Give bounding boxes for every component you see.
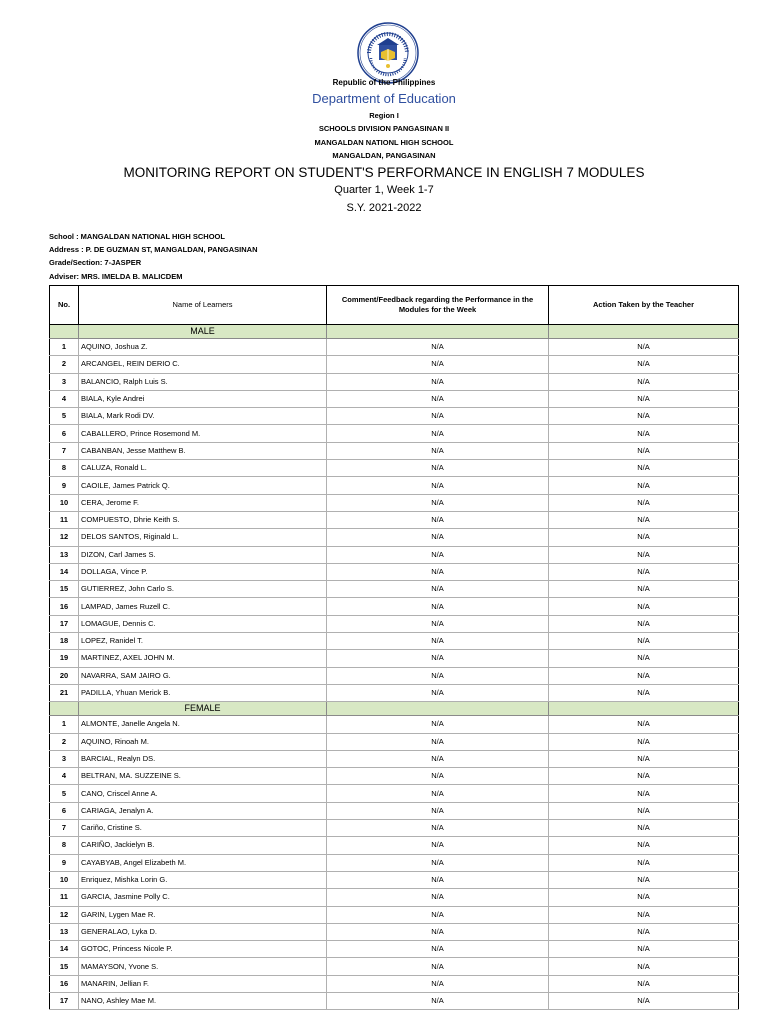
table-row <box>50 992 739 1009</box>
learner-name: Enriquez, Mishka Lorin G. <box>79 871 327 888</box>
town-line: MANGALDAN, PANGASINAN <box>332 151 436 160</box>
learner-name: AQUINO, Rinoah M. <box>79 733 327 750</box>
school-line: MANGALDAN NATIONL HIGH SCHOOL <box>314 138 454 147</box>
learner-name: DELOS SANTOS, Riginald L. <box>79 529 327 546</box>
learner-comment: N/A <box>327 733 549 750</box>
learner-number: 21 <box>50 684 79 701</box>
learner-action: N/A <box>549 684 739 701</box>
table-row <box>50 958 739 975</box>
learner-name: BIALA, Kyle Andrei <box>79 390 327 407</box>
group-header-row <box>50 702 739 716</box>
learner-name: MARTINEZ, AXEL JOHN M. <box>79 650 327 667</box>
learner-comment: N/A <box>327 684 549 701</box>
learner-number: 6 <box>50 802 79 819</box>
learner-action: N/A <box>549 871 739 888</box>
learner-action: N/A <box>549 563 739 580</box>
learner-name: GOTOC, Princess Nicole P. <box>79 941 327 958</box>
table-row <box>50 750 739 767</box>
learner-comment: N/A <box>327 581 549 598</box>
table-row <box>50 667 739 684</box>
learner-action: N/A <box>549 442 739 459</box>
learner-number: 2 <box>50 356 79 373</box>
learner-action: N/A <box>549 425 739 442</box>
learner-comment: N/A <box>327 477 549 494</box>
region-line: Region I <box>369 111 399 120</box>
learner-action: N/A <box>549 820 739 837</box>
learner-action: N/A <box>549 667 739 684</box>
learner-action: N/A <box>549 581 739 598</box>
learner-number: 12 <box>50 906 79 923</box>
learner-comment: N/A <box>327 768 549 785</box>
learner-number: 18 <box>50 633 79 650</box>
table-row <box>50 941 739 958</box>
table-row <box>50 923 739 940</box>
learner-comment: N/A <box>327 339 549 356</box>
learner-action: N/A <box>549 975 739 992</box>
learner-name: LOPEZ, Ranidel T. <box>79 633 327 650</box>
table-row <box>50 563 739 580</box>
learner-comment: N/A <box>327 442 549 459</box>
learner-comment: N/A <box>327 650 549 667</box>
learner-comment: N/A <box>327 425 549 442</box>
learner-action: N/A <box>549 941 739 958</box>
table-body <box>50 325 739 1010</box>
learner-number: 15 <box>50 958 79 975</box>
learner-name: BIALA, Mark Rodi DV. <box>79 408 327 425</box>
learner-comment: N/A <box>327 390 549 407</box>
group-spacer-cell <box>50 702 79 716</box>
learner-name: CAYABYAB, Angel Elizabeth M. <box>79 854 327 871</box>
learner-number: 17 <box>50 615 79 632</box>
quarter-line: Quarter 1, Week 1-7 <box>334 184 434 196</box>
group-spacer-cell <box>549 325 739 339</box>
table-row <box>50 408 739 425</box>
col-header-name: Name of Learners <box>79 286 327 325</box>
table-row <box>50 598 739 615</box>
learner-name: AQUINO, Joshua Z. <box>79 339 327 356</box>
table-row <box>50 633 739 650</box>
learner-number: 11 <box>50 889 79 906</box>
learner-number: 16 <box>50 975 79 992</box>
learner-number: 3 <box>50 750 79 767</box>
group-spacer-cell <box>50 325 79 339</box>
learner-name: CALUZA, Ronald L. <box>79 460 327 477</box>
learner-name: CABALLERO, Prince Rosemond M. <box>79 425 327 442</box>
learner-action: N/A <box>549 906 739 923</box>
table-row <box>50 339 739 356</box>
learner-name: DOLLAGA, Vince P. <box>79 563 327 580</box>
col-header-comment: Comment/Feedback regarding the Performance in the Modules for the Week <box>327 286 549 325</box>
table-row <box>50 442 739 459</box>
learner-comment: N/A <box>327 598 549 615</box>
learner-comment: N/A <box>327 941 549 958</box>
table-row <box>50 477 739 494</box>
learner-number: 15 <box>50 581 79 598</box>
learner-comment: N/A <box>327 716 549 733</box>
learner-action: N/A <box>549 923 739 940</box>
table-header-row <box>50 286 739 325</box>
learner-number: 4 <box>50 768 79 785</box>
group-label: MALE <box>79 325 327 339</box>
learner-action: N/A <box>549 390 739 407</box>
info-school: School : MANGALDAN NATIONAL HIGH SCHOOL <box>49 232 225 241</box>
learner-number: 8 <box>50 837 79 854</box>
table-row <box>50 906 739 923</box>
learner-comment: N/A <box>327 633 549 650</box>
learner-name: BALANCIO, Ralph Luis S. <box>79 373 327 390</box>
learner-number: 8 <box>50 460 79 477</box>
table-row <box>50 546 739 563</box>
learner-number: 12 <box>50 529 79 546</box>
learner-action: N/A <box>549 477 739 494</box>
learner-action: N/A <box>549 650 739 667</box>
learner-name: DIZON, Carl James S. <box>79 546 327 563</box>
learner-action: N/A <box>549 529 739 546</box>
learner-number: 5 <box>50 408 79 425</box>
table-row <box>50 425 739 442</box>
learner-number: 20 <box>50 667 79 684</box>
table-row <box>50 889 739 906</box>
learner-action: N/A <box>549 408 739 425</box>
group-spacer-cell <box>549 702 739 716</box>
learner-comment: N/A <box>327 529 549 546</box>
learner-name: NANO, Ashley Mae M. <box>79 992 327 1009</box>
learner-comment: N/A <box>327 750 549 767</box>
learner-comment: N/A <box>327 546 549 563</box>
table-row <box>50 837 739 854</box>
group-label: FEMALE <box>79 702 327 716</box>
learner-action: N/A <box>549 511 739 528</box>
learner-comment: N/A <box>327 871 549 888</box>
table-row <box>50 615 739 632</box>
learner-comment: N/A <box>327 511 549 528</box>
report-title: MONITORING REPORT ON STUDENT'S PERFORMANCE IN ENGLISH 7 MODULES <box>123 165 645 180</box>
division-line: SCHOOLS DIVISION PANGASINAN II <box>318 124 450 133</box>
table-row <box>50 802 739 819</box>
learner-action: N/A <box>549 615 739 632</box>
learners-table <box>49 285 739 1010</box>
table-row <box>50 460 739 477</box>
learner-number: 11 <box>50 511 79 528</box>
learner-comment: N/A <box>327 802 549 819</box>
learner-number: 6 <box>50 425 79 442</box>
group-spacer-cell <box>327 325 549 339</box>
learner-comment: N/A <box>327 837 549 854</box>
table-row <box>50 684 739 701</box>
learner-action: N/A <box>549 768 739 785</box>
learner-action: N/A <box>549 889 739 906</box>
learner-name: GUTIERREZ, John Carlo S. <box>79 581 327 598</box>
learner-number: 1 <box>50 339 79 356</box>
learner-action: N/A <box>549 633 739 650</box>
table-row <box>50 975 739 992</box>
learner-action: N/A <box>549 958 739 975</box>
learner-name: MAMAYSON, Yvone S. <box>79 958 327 975</box>
learner-number: 10 <box>50 871 79 888</box>
learner-comment: N/A <box>327 958 549 975</box>
learner-action: N/A <box>549 339 739 356</box>
learner-name: MANARIN, Jellian F. <box>79 975 327 992</box>
learner-comment: N/A <box>327 563 549 580</box>
learner-action: N/A <box>549 460 739 477</box>
table-row <box>50 529 739 546</box>
learner-name: ARCANGEL, REIN DERIO C. <box>79 356 327 373</box>
learner-name: CARIAGA, Jenalyn A. <box>79 802 327 819</box>
learner-name: LAMPAD, James Ruzell C. <box>79 598 327 615</box>
learner-name: PADILLA, Yhuan Merick B. <box>79 684 327 701</box>
table-row <box>50 820 739 837</box>
info-adviser: Adviser: MRS. IMELDA B. MALICDEM <box>49 272 183 281</box>
learner-number: 13 <box>50 546 79 563</box>
learner-name: CANO, Criscel Anne A. <box>79 785 327 802</box>
learner-name: GARIN, Lygen Mae R. <box>79 906 327 923</box>
learner-comment: N/A <box>327 356 549 373</box>
group-spacer-cell <box>327 702 549 716</box>
table-row <box>50 650 739 667</box>
learner-action: N/A <box>549 356 739 373</box>
table-row <box>50 511 739 528</box>
learner-number: 4 <box>50 390 79 407</box>
table-row <box>50 768 739 785</box>
learner-name: LOMAGUE, Dennis C. <box>79 615 327 632</box>
learner-action: N/A <box>549 785 739 802</box>
learner-name: CARIÑO, Jackielyn B. <box>79 837 327 854</box>
learner-name: COMPUESTO, Dhrie Keith S. <box>79 511 327 528</box>
group-header-row <box>50 325 739 339</box>
learner-comment: N/A <box>327 494 549 511</box>
learner-comment: N/A <box>327 854 549 871</box>
learner-number: 3 <box>50 373 79 390</box>
learner-action: N/A <box>549 992 739 1009</box>
school-year-line: S.Y. 2021-2022 <box>346 202 422 214</box>
republic-line: Republic of the Philippines <box>332 78 436 87</box>
col-header-no: No. <box>50 286 79 325</box>
learner-action: N/A <box>549 546 739 563</box>
col-header-action: Action Taken by the Teacher <box>549 286 739 325</box>
learner-name: NAVARRA, SAM JAIRO G. <box>79 667 327 684</box>
learner-comment: N/A <box>327 992 549 1009</box>
learner-number: 16 <box>50 598 79 615</box>
learner-number: 19 <box>50 650 79 667</box>
learner-number: 9 <box>50 477 79 494</box>
learner-number: 1 <box>50 716 79 733</box>
learner-number: 7 <box>50 442 79 459</box>
table-row <box>50 733 739 750</box>
learner-name: BARCIAL, Realyn DS. <box>79 750 327 767</box>
learner-action: N/A <box>549 733 739 750</box>
learner-number: 17 <box>50 992 79 1009</box>
learner-number: 14 <box>50 563 79 580</box>
learner-comment: N/A <box>327 923 549 940</box>
learner-name: GARCIA, Jasmine Polly C. <box>79 889 327 906</box>
learner-comment: N/A <box>327 615 549 632</box>
table-row <box>50 373 739 390</box>
learner-comment: N/A <box>327 906 549 923</box>
learner-comment: N/A <box>327 667 549 684</box>
learner-name: GENERALAO, Lyka D. <box>79 923 327 940</box>
deped-seal-logo <box>357 22 419 84</box>
learner-name: CERA, Jerome F. <box>79 494 327 511</box>
learner-action: N/A <box>549 598 739 615</box>
learner-comment: N/A <box>327 373 549 390</box>
table-row <box>50 716 739 733</box>
learner-number: 10 <box>50 494 79 511</box>
learner-number: 5 <box>50 785 79 802</box>
learner-comment: N/A <box>327 820 549 837</box>
table-row <box>50 871 739 888</box>
info-grade-section: Grade/Section: 7-JASPER <box>49 258 142 267</box>
learner-comment: N/A <box>327 785 549 802</box>
learner-name: CABANBAN, Jesse Matthew B. <box>79 442 327 459</box>
table-row <box>50 785 739 802</box>
table-row <box>50 854 739 871</box>
learner-comment: N/A <box>327 975 549 992</box>
learner-action: N/A <box>549 494 739 511</box>
learner-number: 13 <box>50 923 79 940</box>
table-row <box>50 390 739 407</box>
info-address: Address : P. DE GUZMAN ST, MANGALDAN, PANGASINAN <box>49 245 258 254</box>
learner-name: ALMONTE, Janelle Angela N. <box>79 716 327 733</box>
learner-name: CAOILE, James Patrick Q. <box>79 477 327 494</box>
learner-comment: N/A <box>327 460 549 477</box>
learner-action: N/A <box>549 750 739 767</box>
department-name: Department of Education <box>312 91 456 106</box>
learner-action: N/A <box>549 373 739 390</box>
learner-action: N/A <box>549 854 739 871</box>
learner-action: N/A <box>549 837 739 854</box>
table-row <box>50 581 739 598</box>
learner-action: N/A <box>549 716 739 733</box>
learner-number: 14 <box>50 941 79 958</box>
learner-number: 9 <box>50 854 79 871</box>
learner-comment: N/A <box>327 408 549 425</box>
learner-comment: N/A <box>327 889 549 906</box>
learner-number: 7 <box>50 820 79 837</box>
learner-action: N/A <box>549 802 739 819</box>
learner-name: BELTRAN, MA. SUZZEINE S. <box>79 768 327 785</box>
learner-number: 2 <box>50 733 79 750</box>
learner-name: Cariño, Cristine S. <box>79 820 327 837</box>
table-row <box>50 494 739 511</box>
table-row <box>50 356 739 373</box>
